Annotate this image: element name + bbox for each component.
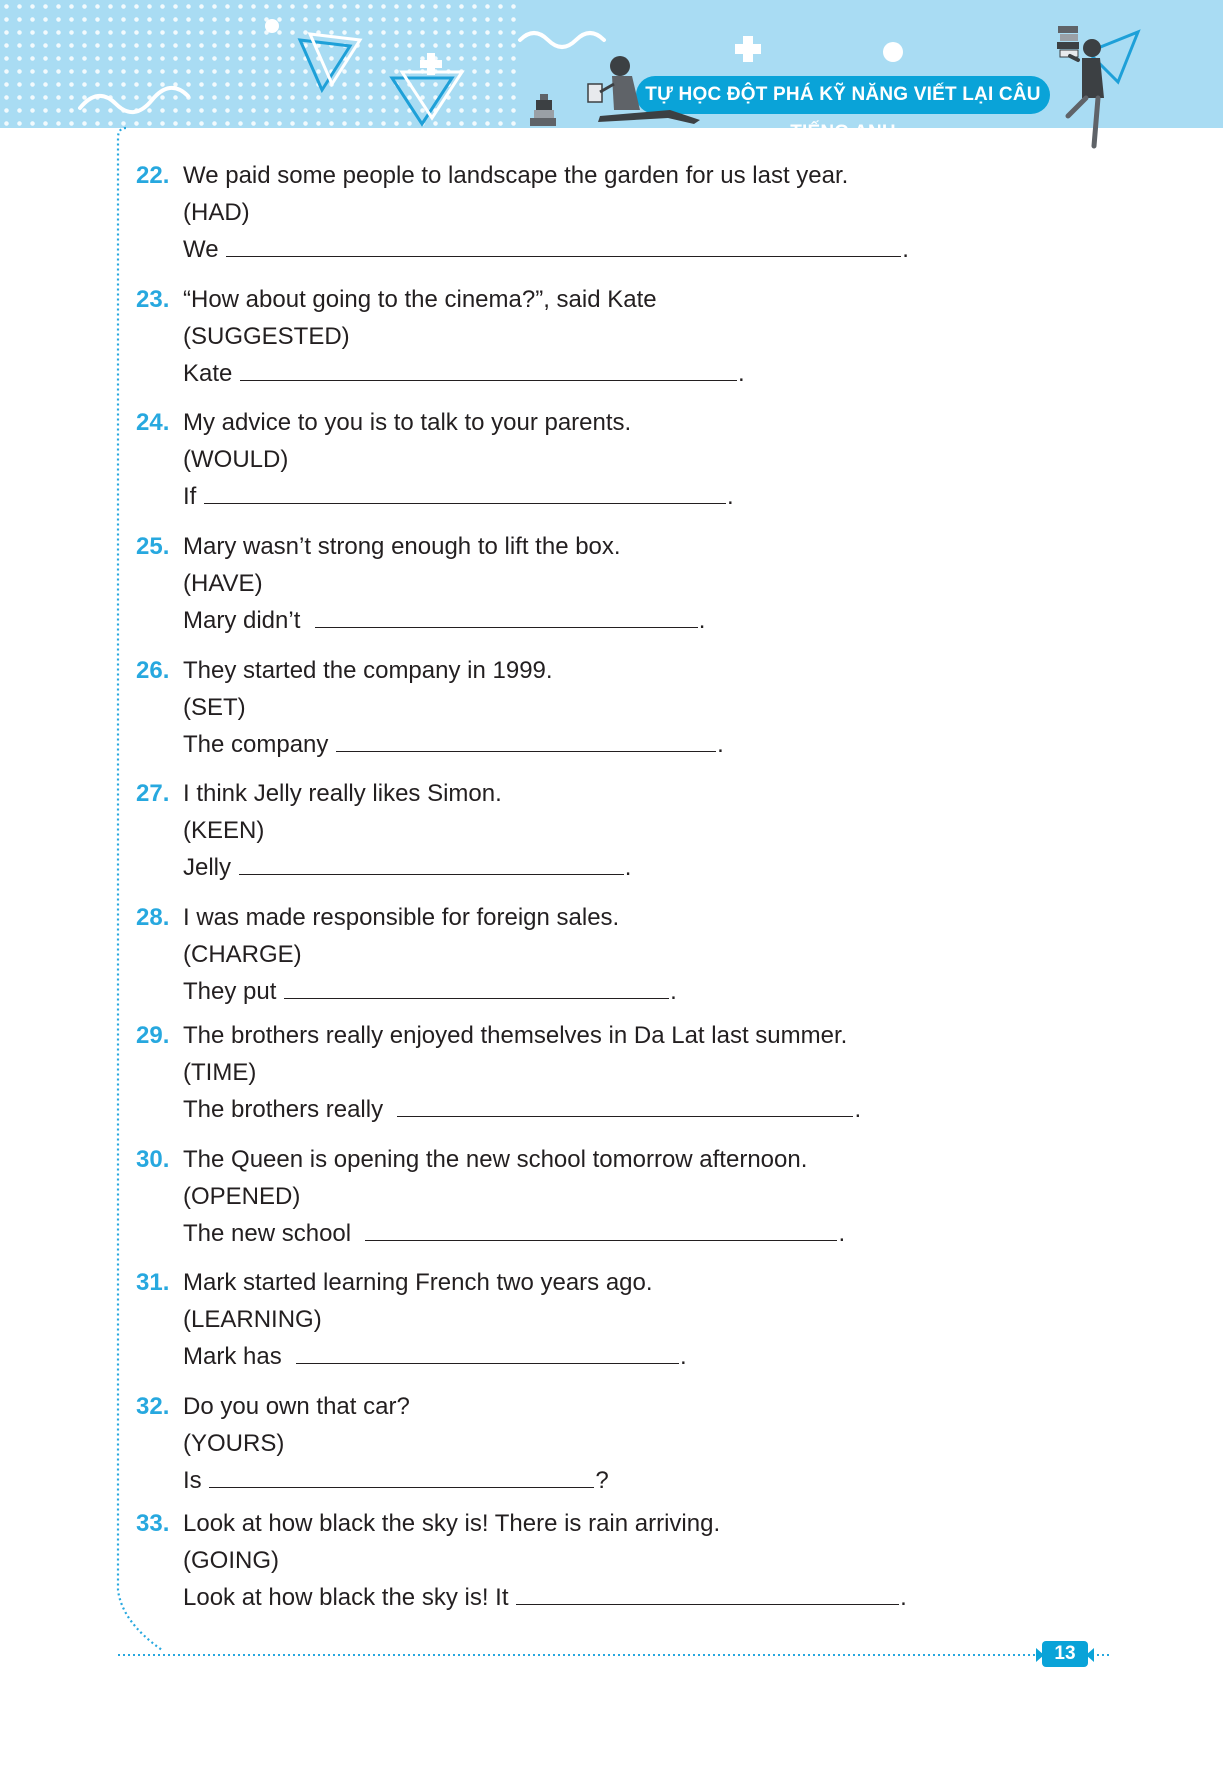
answer-ending: . bbox=[698, 607, 706, 634]
original-sentence: The brothers really enjoyed themselves in Da Lat last summer. bbox=[183, 1022, 848, 1049]
keyword: (WOULD) bbox=[183, 446, 289, 473]
answer-prompt: We bbox=[183, 236, 219, 263]
answer-prompt: The brothers really bbox=[183, 1096, 384, 1123]
answer-prompt: They put bbox=[183, 978, 277, 1005]
keyword: (LEARNING) bbox=[183, 1306, 322, 1333]
answer-prompt: Look at how black the sky is! It bbox=[183, 1584, 509, 1611]
original-sentence: The Queen is opening the new school tomorrow afternoon. bbox=[183, 1146, 808, 1173]
question-number: 22. bbox=[136, 162, 170, 189]
original-sentence: “How about going to the cinema?”, said Kate bbox=[183, 286, 657, 313]
question-number: 23. bbox=[136, 286, 170, 313]
keyword: (GOING) bbox=[183, 1547, 279, 1574]
answer-prompt: Is bbox=[183, 1467, 202, 1494]
original-sentence: They started the company in 1999. bbox=[183, 657, 553, 684]
answer-ending: . bbox=[670, 978, 677, 1005]
answer-ending: . bbox=[717, 731, 724, 758]
keyword: (TIME) bbox=[183, 1059, 257, 1086]
original-sentence: I think Jelly really likes Simon. bbox=[183, 780, 502, 807]
original-sentence: We paid some people to landscape the garden for us last year. bbox=[183, 162, 849, 189]
question-number: 29. bbox=[136, 1022, 170, 1049]
question-number: 28. bbox=[136, 904, 170, 931]
question-number: 31. bbox=[136, 1269, 170, 1296]
keyword: (YOURS) bbox=[183, 1430, 285, 1457]
question-number: 25. bbox=[136, 533, 170, 560]
book-series-title-banner: TỰ HỌC ĐỘT PHÁ KỸ NĂNG VIẾT LẠI CÂU TIẾNG ANH bbox=[636, 76, 1050, 114]
keyword: (SET) bbox=[183, 694, 246, 721]
question-number: 24. bbox=[136, 409, 170, 436]
original-sentence: My advice to you is to talk to your parents. bbox=[183, 409, 632, 436]
original-sentence: Do you own that car? bbox=[183, 1393, 410, 1420]
answer-prompt: Mary didn’t bbox=[183, 607, 301, 634]
answer-ending: . bbox=[900, 1584, 907, 1611]
original-sentence: Mary wasn’t strong enough to lift the box. bbox=[183, 533, 621, 560]
question-number: 32. bbox=[136, 1393, 170, 1420]
original-sentence: Look at how black the sky is! There is rain arriving. bbox=[183, 1510, 721, 1537]
page-number: 13 bbox=[1042, 1641, 1088, 1667]
original-sentence: Mark started learning French two years ago. bbox=[183, 1269, 653, 1296]
answer-prompt: Kate bbox=[183, 360, 233, 387]
answer-ending: ? bbox=[595, 1467, 609, 1494]
answer-ending: . bbox=[738, 360, 745, 387]
keyword: (SUGGESTED) bbox=[183, 323, 350, 350]
keyword: (HAD) bbox=[183, 199, 250, 226]
answer-ending: . bbox=[854, 1096, 862, 1123]
question-number: 26. bbox=[136, 657, 170, 684]
answer-ending: . bbox=[727, 483, 734, 510]
original-sentence: I was made responsible for foreign sales. bbox=[183, 904, 620, 931]
question-number: 27. bbox=[136, 780, 170, 807]
answer-ending: . bbox=[680, 1343, 687, 1370]
answer-prompt: Mark has bbox=[183, 1343, 282, 1370]
keyword: (OPENED) bbox=[183, 1183, 301, 1210]
answer-prompt: Jelly bbox=[183, 854, 232, 881]
keyword: (KEEN) bbox=[183, 817, 265, 844]
answer-prompt: The company bbox=[183, 731, 329, 758]
question-number: 33. bbox=[136, 1510, 170, 1537]
answer-prompt: The new school bbox=[183, 1220, 352, 1247]
answer-ending: . bbox=[902, 236, 909, 263]
keyword: (CHARGE) bbox=[183, 941, 302, 968]
answer-ending: . bbox=[624, 854, 632, 881]
keyword: (HAVE) bbox=[183, 570, 263, 597]
answer-prompt: If bbox=[183, 483, 197, 510]
answer-ending: . bbox=[838, 1220, 846, 1247]
question-number: 30. bbox=[136, 1146, 170, 1173]
